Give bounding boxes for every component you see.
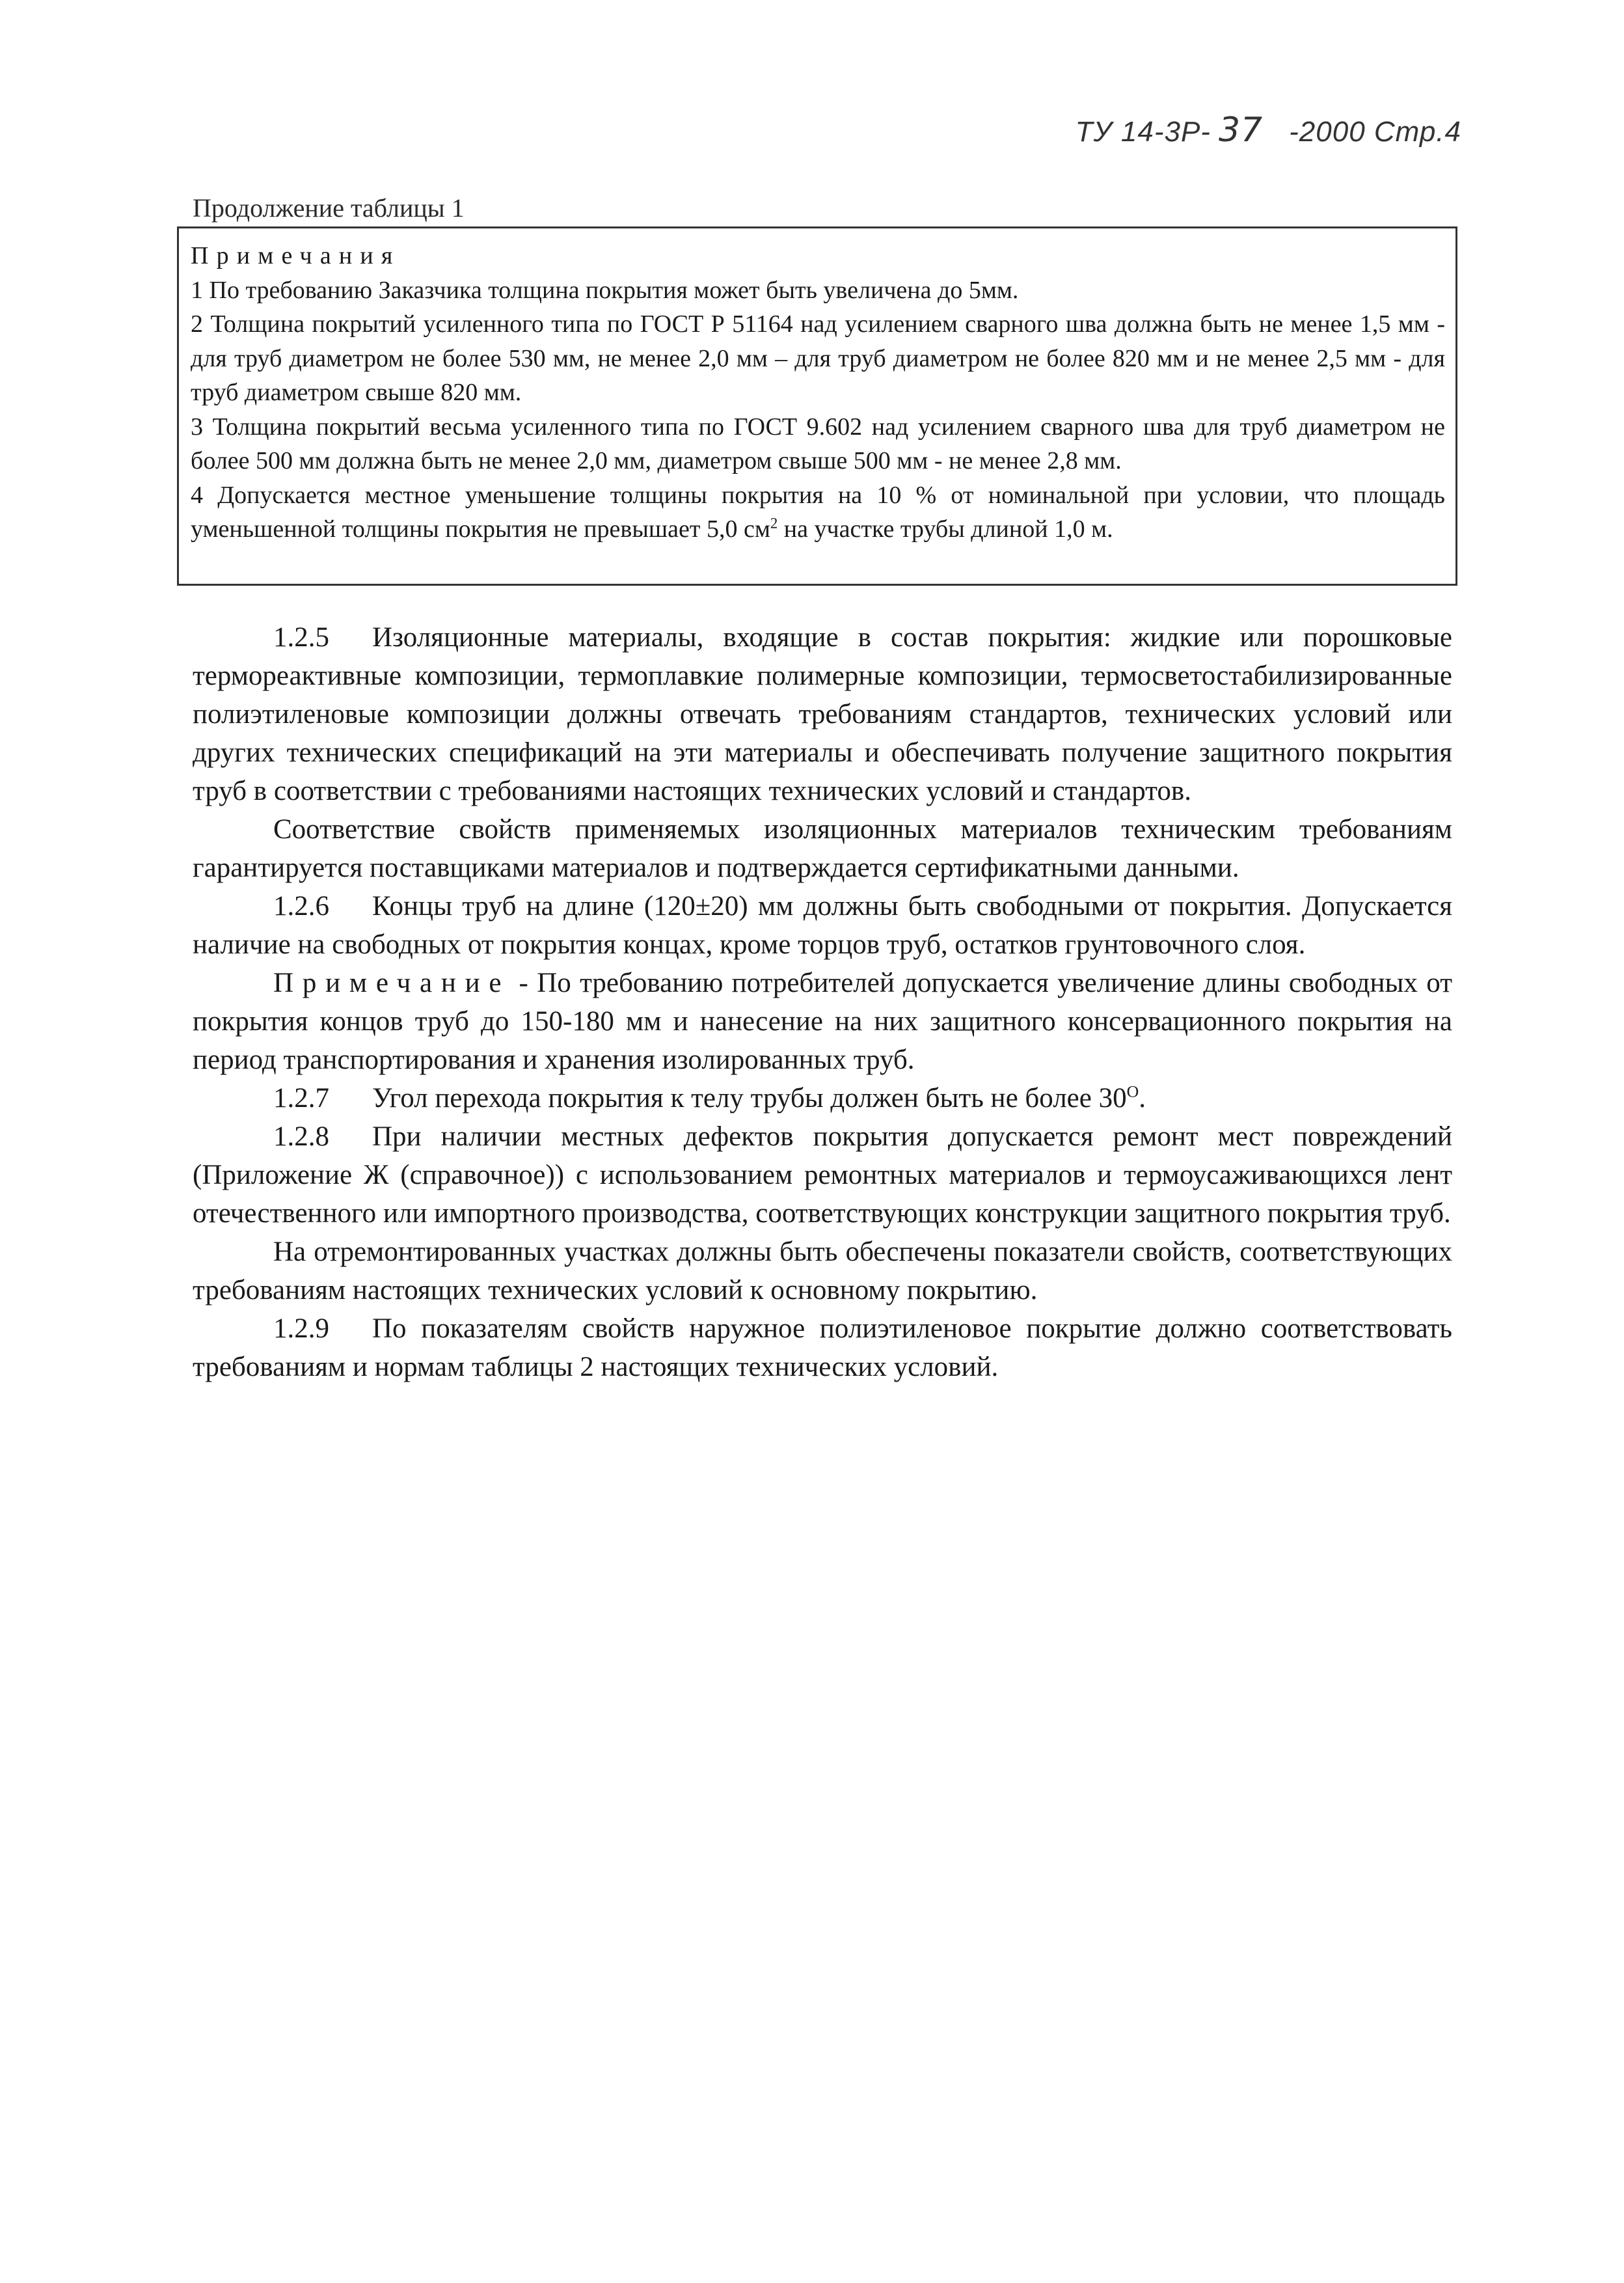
clause-number: 1.2.5 bbox=[273, 622, 329, 653]
note-4-text-end: на участке трубы длиной 1,0 м. bbox=[778, 515, 1113, 543]
clause-text: Концы труб на длине (120±20) мм должны быть свободными от покрытия. Допускается наличие на свободных от покрытия концах, кроме торцов труб, остатков грунтовочного слоя. bbox=[193, 891, 1452, 960]
note-4-text: 4 Допускается местное уменьшение толщины покрытия на 10 % от номинальной при условии, что площадь уменьшенной толщины покрытия не превышает 5,0 см bbox=[191, 481, 1445, 543]
paragraph-note bbox=[193, 964, 1452, 1079]
clause-text: По показателям свойств наружное полиэтиленовое покрытие должно соответствовать требованиям и нормам таблицы 2 настоящих технических условий. bbox=[193, 1313, 1452, 1382]
document-body bbox=[193, 618, 1452, 1386]
clause-number: 1.2.9 bbox=[273, 1313, 329, 1344]
paragraph-1-2-8 bbox=[193, 1117, 1452, 1233]
table-continuation-caption: Продолжение таблицы 1 bbox=[193, 193, 465, 223]
clause-text: При наличии местных дефектов покрытия допускается ремонт мест повреждений (Приложение Ж (справочное)) с использованием ремонтных материалов и термоусаживающихся лент отечественного или импортного производства, соответствующих конструкции защитного покрытия труб. bbox=[193, 1121, 1452, 1229]
table-notes-box bbox=[177, 226, 1457, 586]
header-year-page: -2000 Стр.4 bbox=[1289, 116, 1461, 148]
clause-number: 1.2.8 bbox=[273, 1121, 329, 1152]
clause-text-end: . bbox=[1139, 1083, 1146, 1114]
paragraph-1-2-8-continued: На отремонтированных участках должны быть обеспечены показатели свойств, соответствующих требованиям настоящих технических условий к основному покрытию. bbox=[193, 1237, 1452, 1306]
header-doc-code: ТУ 14-3Р- bbox=[1075, 116, 1211, 148]
note-4 bbox=[191, 478, 1445, 547]
document-header bbox=[1076, 111, 1461, 150]
paragraph-1-2-6 bbox=[193, 887, 1452, 964]
paragraph-1-2-5-continued: Соответствие свойств применяемых изоляционных материалов техническим требованиям гарантируется поставщиками материалов и подтверждается сертификатными данными. bbox=[193, 814, 1452, 883]
paragraph-1-2-7 bbox=[193, 1079, 1452, 1117]
note-1: 1 По требованию Заказчика толщина покрытия может быть увеличена до 5мм. bbox=[191, 276, 1019, 304]
degree-superscript: O bbox=[1126, 1082, 1139, 1101]
note-text: - По требованию потребителей допускается увеличение длины свободных от покрытия концов труб до 150-180 мм и нанесение на них защитного консервационного покрытия на период транспортирования и хранения изолированных труб. bbox=[193, 968, 1452, 1075]
note-2: 2 Толщина покрытий усиленного типа по ГОСТ Р 51164 над усилением сварного шва должна быть не менее 1,5 мм - для труб диаметром не более 530 мм, не менее 2,0 мм – для труб диаметром не более 820 мм и не менее 2,5 мм - для труб диаметром свыше 820 мм. bbox=[191, 310, 1445, 406]
clause-text: Угол перехода покрытия к телу трубы должен быть не более 30 bbox=[372, 1083, 1127, 1114]
paragraph-1-2-9 bbox=[193, 1309, 1452, 1386]
header-handwritten-number: 37 bbox=[1218, 111, 1264, 150]
notes-title: Примечания bbox=[191, 242, 401, 269]
clause-number: 1.2.6 bbox=[273, 891, 329, 922]
note-3: 3 Толщина покрытий весьма усиленного типа по ГОСТ 9.602 над усилением сварного шва для труб диаметром не более 500 мм должна быть не менее 2,0 мм, диаметром свыше 500 мм - не менее 2,8 мм. bbox=[191, 413, 1445, 474]
paragraph-1-2-5 bbox=[193, 618, 1452, 810]
note-label: Примечание bbox=[273, 968, 511, 998]
note-4-superscript: 2 bbox=[770, 515, 778, 532]
clause-text: Изоляционные материалы, входящие в состав покрытия: жидкие или порошковые термореактивные композиции, термоплавкие полимерные композиции, термосветостабилизированные полиэтиленовые композиции должны отвечать требованиям стандартов, технических условий или других технических спецификаций на эти материалы и обеспечивать получение защитного покрытия труб в соответствии с требованиями настоящих технических условий и стандартов. bbox=[193, 622, 1452, 806]
clause-number: 1.2.7 bbox=[273, 1083, 329, 1114]
